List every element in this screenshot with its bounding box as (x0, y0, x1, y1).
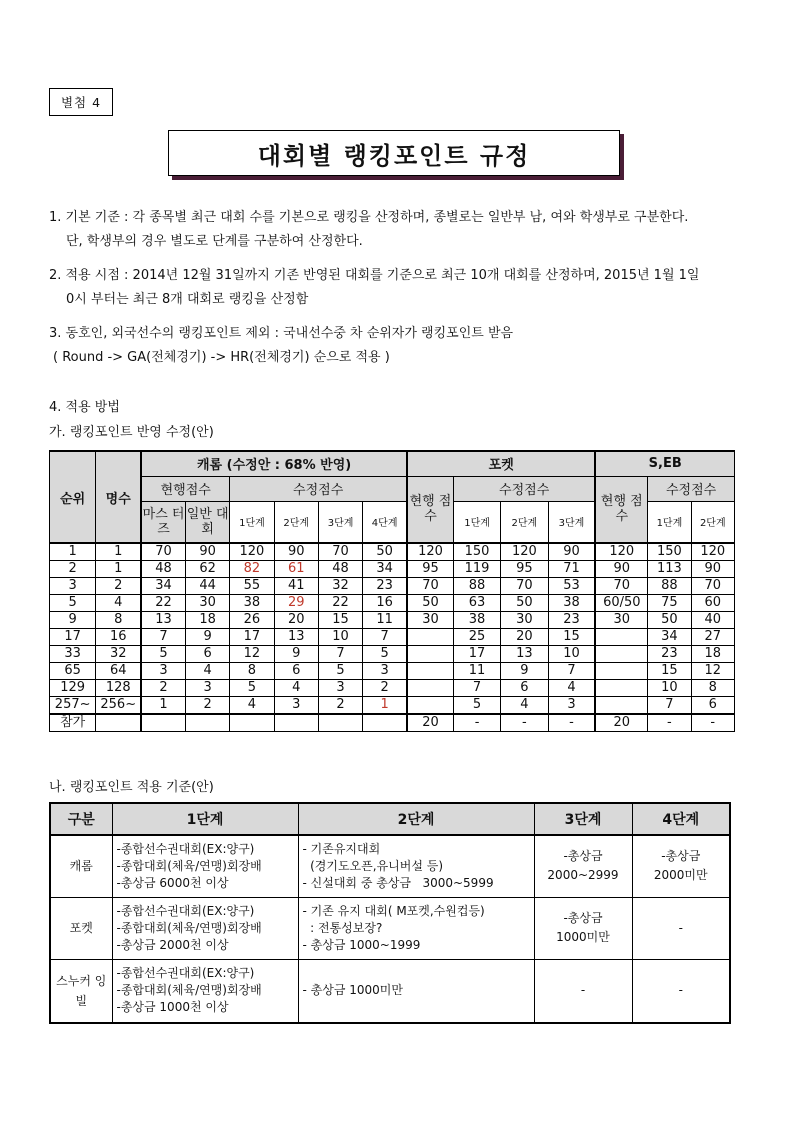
table-cell: 90 (548, 543, 595, 561)
rule-1-line2: 단, 학생부의 경우 별도로 단계를 구분하여 산정한다. (66, 234, 363, 249)
header-pocket: 포켓 (407, 451, 595, 476)
criteria-line: -종합대회(체육/연맹)회장배 (116, 858, 262, 873)
rule-2 (49, 264, 749, 312)
table-cell: 27 (691, 629, 734, 646)
table-cell: 50 (501, 595, 548, 612)
section-4-heading: 4. 적용 방법 (49, 400, 120, 415)
header-pocket-step2: 2단계 (501, 501, 548, 543)
table-cell: 3 (274, 697, 318, 715)
table-cell: 61 (274, 561, 318, 578)
table-cell (407, 646, 453, 663)
table-cell: 7 (363, 629, 407, 646)
table-cell: 257~ (50, 697, 96, 715)
table-cell: 38 (453, 612, 500, 629)
table-cell: 90 (595, 561, 647, 578)
table-cell (595, 680, 647, 697)
table-row (50, 561, 735, 578)
criteria-line: 1000미만 (556, 930, 610, 944)
table-cell: 48 (318, 561, 362, 578)
header-rank: 순위 (50, 451, 96, 543)
table-cell: 5 (50, 595, 96, 612)
table-cell: 17 (453, 646, 500, 663)
header-seb: S,EB (595, 451, 734, 476)
table-cell: 29 (274, 595, 318, 612)
ranking-table-body (50, 543, 735, 732)
criteria-line: : 전통성보장? (302, 920, 383, 935)
table-cell: 33 (50, 646, 96, 663)
criteria-stage4 (632, 959, 730, 1023)
table-cell: 4 (501, 697, 548, 715)
table-cell: 23 (648, 646, 691, 663)
criteria-line: - (678, 920, 683, 935)
header-carom-revised: 수정점수 (230, 476, 407, 501)
table-cell: 7 (318, 646, 362, 663)
table-cell: 22 (318, 595, 362, 612)
table-cell (96, 714, 141, 732)
criteria-stage3 (534, 897, 632, 959)
table-cell: 25 (453, 629, 500, 646)
table-cell: 4 (274, 680, 318, 697)
table-cell: 16 (363, 595, 407, 612)
table-cell: 120 (595, 543, 647, 561)
table-cell (363, 714, 407, 732)
criteria-stage2 (298, 959, 534, 1023)
table-cell: 6 (185, 646, 229, 663)
criteria-stage3 (534, 959, 632, 1023)
header-pocket-current: 현행 점수 (407, 476, 453, 543)
header-pocket-step3: 3단계 (548, 501, 595, 543)
table-row (50, 680, 735, 697)
criteria-stage1 (112, 959, 298, 1023)
table-cell: 2 (50, 561, 96, 578)
table-cell: 4 (185, 663, 229, 680)
header-carom-step3: 3단계 (318, 501, 362, 543)
criteria-line: -총상금 (563, 849, 603, 864)
table-cell: 32 (96, 646, 141, 663)
table-cell: 120 (407, 543, 453, 561)
criteria-line: -총상금 (661, 849, 701, 864)
criteria-line: 2000~2999 (547, 868, 619, 883)
criteria-row (50, 959, 730, 1023)
criteria-line: - 총상금 1000미만 (302, 983, 403, 998)
table-cell: 38 (230, 595, 274, 612)
header-seb-revised: 수정점수 (648, 476, 735, 501)
table-cell: 34 (648, 629, 691, 646)
table-cell: 17 (230, 629, 274, 646)
table-cell (185, 714, 229, 732)
criteria-line: - 신설대회 중 총상금 3000~5999 (302, 875, 494, 890)
table-cell: 12 (230, 646, 274, 663)
criteria-line: -총상금 6000천 이상 (116, 875, 229, 890)
header-stage2: 2단계 (298, 803, 534, 835)
table-cell: 5 (230, 680, 274, 697)
header-seb-step1: 1단계 (648, 501, 691, 543)
table-cell: - (548, 714, 595, 732)
rule-2-line2: 0시 부터는 최근 8개 대회로 랭킹을 산정함 (66, 292, 309, 307)
table-cell: 6 (501, 680, 548, 697)
table-cell: 113 (648, 561, 691, 578)
criteria-line: - 총상금 1000~1999 (302, 937, 421, 952)
criteria-stage4 (632, 835, 730, 897)
criteria-category: 캐롬 (50, 835, 112, 897)
criteria-stage2 (298, 835, 534, 897)
table-cell: 128 (96, 680, 141, 697)
table-cell: 20 (595, 714, 647, 732)
table-row (50, 663, 735, 680)
table-row (50, 646, 735, 663)
table-cell: - (453, 714, 500, 732)
header-masters: 마스 터즈 (141, 501, 185, 543)
table-cell (230, 714, 274, 732)
table-cell: 4 (96, 595, 141, 612)
table-cell (141, 714, 185, 732)
table-cell: 119 (453, 561, 500, 578)
table-cell: 55 (230, 578, 274, 595)
header-carom: 캐롬 (수정안 : 68% 반영) (141, 451, 407, 476)
criteria-line: -종합대회(체육/연맹)회장배 (116, 983, 262, 998)
table-cell: 48 (141, 561, 185, 578)
table-cell: 10 (648, 680, 691, 697)
table-cell: 10 (548, 646, 595, 663)
table-cell: 9 (274, 646, 318, 663)
table-cell: 9 (185, 629, 229, 646)
table-cell: 3 (548, 697, 595, 715)
table-cell: 8 (96, 612, 141, 629)
table-cell: 3 (185, 680, 229, 697)
table-cell: 88 (453, 578, 500, 595)
table-cell: 1 (141, 697, 185, 715)
table-cell (595, 646, 647, 663)
table-cell: 75 (648, 595, 691, 612)
table-cell: 7 (141, 629, 185, 646)
table-cell: 53 (548, 578, 595, 595)
table-cell: 13 (141, 612, 185, 629)
table-cell: 20 (407, 714, 453, 732)
table-cell: 30 (595, 612, 647, 629)
table-cell: 8 (230, 663, 274, 680)
table-cell: 34 (141, 578, 185, 595)
criteria-line: - 기존 유지 대회( M포켓,수원컵등) (302, 903, 485, 918)
table-cell: 20 (274, 612, 318, 629)
table-cell: 150 (453, 543, 500, 561)
table-cell: 256~ (96, 697, 141, 715)
header-carom-step1: 1단계 (230, 501, 274, 543)
header-pocket-step1: 1단계 (453, 501, 500, 543)
table-cell: 1 (363, 697, 407, 715)
table-cell: 7 (453, 680, 500, 697)
criteria-line: -총상금 (563, 911, 603, 925)
table-cell: 82 (230, 561, 274, 578)
table-row (50, 629, 735, 646)
table-row (50, 543, 735, 561)
criteria-stage3 (534, 835, 632, 897)
criteria-line: -총상금 2000천 이상 (116, 937, 229, 952)
criteria-line: -종합선수권대회(EX:양구) (116, 841, 255, 856)
criteria-stage2 (298, 897, 534, 959)
table-cell: 11 (363, 612, 407, 629)
table-cell: 22 (141, 595, 185, 612)
table-cell: 129 (50, 680, 96, 697)
table-cell: 2 (363, 680, 407, 697)
header-seb-step2: 2단계 (691, 501, 734, 543)
table-cell: - (501, 714, 548, 732)
criteria-row (50, 897, 730, 959)
header-stage3: 3단계 (534, 803, 632, 835)
table-cell: 71 (548, 561, 595, 578)
table-cell: 3 (363, 663, 407, 680)
table-cell: - (691, 714, 734, 732)
table-cell: 40 (691, 612, 734, 629)
table-cell (595, 663, 647, 680)
table-cell (407, 663, 453, 680)
criteria-line: - 기존유지대회 (302, 841, 381, 856)
criteria-line: -종합선수권대회(EX:양구) (116, 903, 255, 918)
table-cell: 6 (274, 663, 318, 680)
rule-1 (49, 206, 749, 254)
table-cell: 11 (453, 663, 500, 680)
table-cell: 2 (185, 697, 229, 715)
table-cell: 18 (185, 612, 229, 629)
table-cell: 38 (548, 595, 595, 612)
attachment-tag: 별첨 4 (49, 88, 113, 116)
table-cell: 5 (363, 646, 407, 663)
rule-1-line1: 1. 기본 기준 : 각 종목별 최근 대회 수를 기본으로 랭킹을 산정하며, 종별로는 일반부 남, 여와 학생부로 구분한다. (49, 210, 689, 225)
table-cell: 2 (96, 578, 141, 595)
table-cell: - (648, 714, 691, 732)
criteria-line: 2000미만 (653, 868, 708, 883)
criteria-line: - (580, 983, 586, 998)
table-cell: 15 (548, 629, 595, 646)
table-cell: 2 (318, 697, 362, 715)
table-cell: 참가 (50, 714, 96, 732)
table-cell: 13 (501, 646, 548, 663)
table-cell: 3 (318, 680, 362, 697)
table-cell: 9 (50, 612, 96, 629)
table-cell: 95 (407, 561, 453, 578)
criteria-stage1 (112, 835, 298, 897)
table-cell: 64 (96, 663, 141, 680)
table-cell: 17 (50, 629, 96, 646)
table-cell: 15 (648, 663, 691, 680)
table-cell: 44 (185, 578, 229, 595)
criteria-line: -총상금 1000천 이상 (116, 1000, 229, 1015)
table-cell: 30 (185, 595, 229, 612)
table-cell: 50 (363, 543, 407, 561)
table-cell: 4 (230, 697, 274, 715)
table-cell: 63 (453, 595, 500, 612)
table-cell: 2 (141, 680, 185, 697)
criteria-stage1 (112, 897, 298, 959)
table-cell (274, 714, 318, 732)
table-cell: 20 (501, 629, 548, 646)
table-cell (407, 697, 453, 715)
table-cell (595, 629, 647, 646)
table-cell: 120 (501, 543, 548, 561)
table-cell: 9 (501, 663, 548, 680)
table-row (50, 595, 735, 612)
table-cell: 3 (141, 663, 185, 680)
table-row (50, 578, 735, 595)
table-cell: 32 (318, 578, 362, 595)
table-cell: 70 (141, 543, 185, 561)
rule-3 (49, 322, 749, 370)
table-cell: 8 (691, 680, 734, 697)
table-cell: 150 (648, 543, 691, 561)
table-cell: 16 (96, 629, 141, 646)
table-cell: 23 (548, 612, 595, 629)
table-cell: 15 (318, 612, 362, 629)
table-cell: 41 (274, 578, 318, 595)
table-row (50, 697, 735, 715)
criteria-line: -종합선수권대회(EX:양구) (116, 966, 255, 981)
header-general: 일반 대회 (185, 501, 229, 543)
header-count: 명수 (96, 451, 141, 543)
table-cell: 5 (453, 697, 500, 715)
table-cell: 1 (96, 561, 141, 578)
table-cell: 1 (96, 543, 141, 561)
header-category: 구분 (50, 803, 112, 835)
header-seb-current: 현행 점수 (595, 476, 647, 543)
table-cell: 90 (274, 543, 318, 561)
criteria-stage4 (632, 897, 730, 959)
table-cell: 70 (595, 578, 647, 595)
table-row (50, 714, 735, 732)
ranking-point-table (49, 450, 735, 732)
rule-2-line1: 2. 적용 시점 : 2014년 12월 31일까지 기존 반영된 대회를 기준으로 최근 10개 대회를 산정하며, 2015년 1월 1일 (49, 268, 700, 283)
table-cell: 60/50 (595, 595, 647, 612)
table-cell: 95 (501, 561, 548, 578)
header-carom-step2: 2단계 (274, 501, 318, 543)
table-row (50, 612, 735, 629)
header-pocket-revised: 수정점수 (453, 476, 595, 501)
table-cell: 5 (141, 646, 185, 663)
subsection-a-heading: 가. 랭킹포인트 반영 수정(안) (49, 425, 214, 440)
table-cell: 1 (50, 543, 96, 561)
criteria-table-body (50, 835, 730, 1023)
criteria-category: 스누커 잉빌 (50, 959, 112, 1023)
table-cell: 70 (407, 578, 453, 595)
table-cell: 30 (501, 612, 548, 629)
table-cell: 90 (691, 561, 734, 578)
table-cell: 50 (407, 595, 453, 612)
table-cell: 5 (318, 663, 362, 680)
table-cell (595, 697, 647, 715)
table-cell: 4 (548, 680, 595, 697)
table-cell: 12 (691, 663, 734, 680)
criteria-line: -종합대회(체육/연맹)회장배 (116, 920, 262, 935)
table-cell: 7 (648, 697, 691, 715)
table-cell: 26 (230, 612, 274, 629)
header-stage4: 4단계 (632, 803, 730, 835)
table-cell: 60 (691, 595, 734, 612)
rule-3-line2: ( Round -> GA(전체경기) -> HR(전체경기) 순으로 적용 ) (53, 350, 390, 365)
header-carom-step4: 4단계 (363, 501, 407, 543)
table-cell (407, 680, 453, 697)
criteria-row (50, 835, 730, 897)
table-cell: 6 (691, 697, 734, 715)
table-cell: 70 (501, 578, 548, 595)
table-cell: 120 (230, 543, 274, 561)
table-cell: 10 (318, 629, 362, 646)
page-title: 대회별 랭킹포인트 규정 (168, 130, 620, 176)
table-cell: 3 (50, 578, 96, 595)
table-cell: 62 (185, 561, 229, 578)
table-cell: 65 (50, 663, 96, 680)
table-cell: 88 (648, 578, 691, 595)
table-cell: 34 (363, 561, 407, 578)
table-cell: 23 (363, 578, 407, 595)
header-stage1: 1단계 (112, 803, 298, 835)
table-cell: 7 (548, 663, 595, 680)
criteria-line: (경기도오픈,유니버설 등) (302, 858, 444, 873)
table-cell: 30 (407, 612, 453, 629)
table-cell: 70 (691, 578, 734, 595)
criteria-line: - (678, 983, 683, 998)
table-cell: 70 (318, 543, 362, 561)
table-cell (407, 629, 453, 646)
rule-3-line1: 3. 동호인, 외국선수의 랭킹포인트 제외 : 국내선수중 차 순위자가 랭킹포인트 받음 (49, 326, 514, 341)
table-cell: 90 (185, 543, 229, 561)
table-cell: 120 (691, 543, 734, 561)
subsection-b-heading: 나. 랭킹포인트 적용 기준(안) (49, 780, 214, 795)
criteria-category: 포켓 (50, 897, 112, 959)
criteria-table (49, 802, 731, 1024)
table-cell (318, 714, 362, 732)
table-cell: 18 (691, 646, 734, 663)
table-cell: 50 (648, 612, 691, 629)
header-carom-current: 현행점수 (141, 476, 230, 501)
table-cell: 13 (274, 629, 318, 646)
